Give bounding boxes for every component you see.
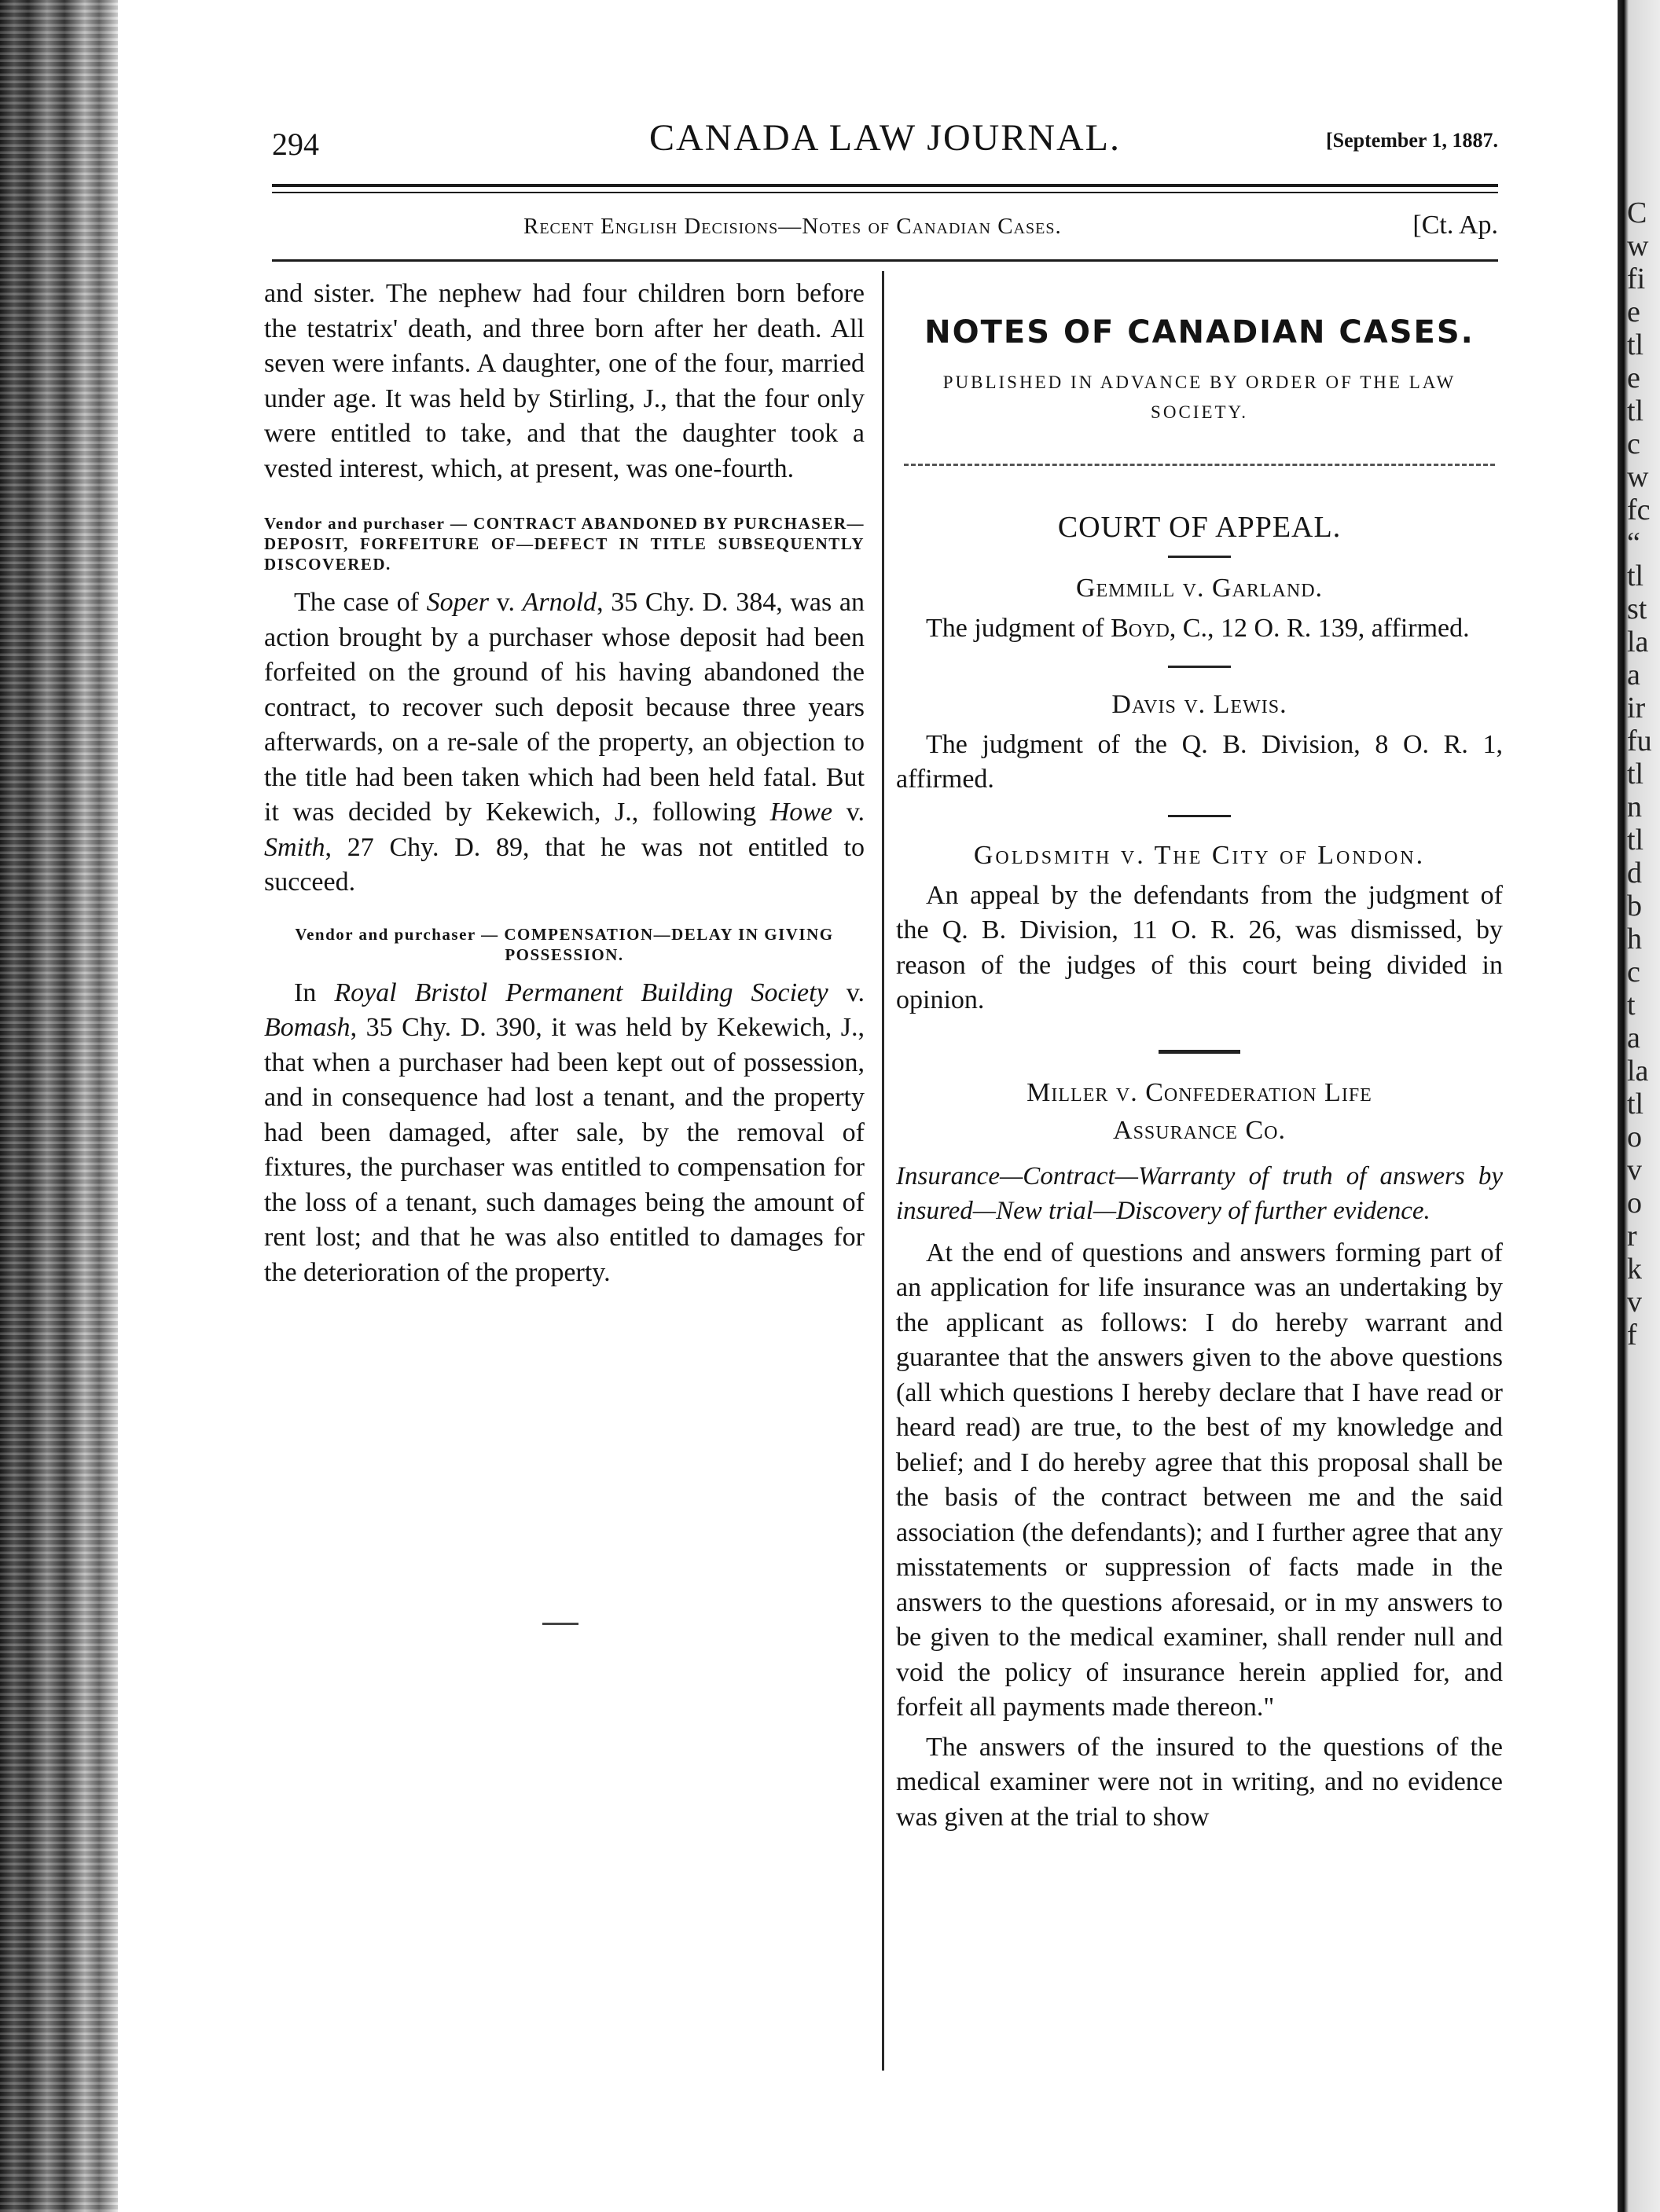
text-run: , 35 Chy. D. 390, it was held by Kekewich, J., that when a purchaser had been kept out of possession, and in consequence had lost a tenant, and the property had been damaged, after sale, by the removal of fixtures, the purchaser was entitled to compensation for the loss of a tenant, such damages being the amount of rent lost; and that he was also entitled to damages for the deterioration of the property. [264, 1013, 865, 1287]
facing-page-letter: ir [1627, 691, 1646, 724]
court-title: COURT OF APPEAL. [1057, 511, 1342, 544]
dashed-rule [904, 464, 1495, 466]
facing-page-letter: “ [1627, 526, 1640, 559]
facing-page-letter: fc [1627, 493, 1651, 526]
facing-page-letter: tl [1627, 559, 1644, 592]
facing-page-letter: v [1627, 1286, 1642, 1319]
header-rule [272, 184, 1498, 187]
heading-rest: — COMPENSATION—DELAY IN GIVING POSSESSION. [476, 924, 834, 964]
text-run: v. [828, 978, 865, 1007]
case-text-gemmill [896, 611, 1503, 647]
case-text-goldsmith: An appeal by the defendants from the judgment of the Q. B. Division, 11 O. R. 26, was dismissed, by reason of the judges of this court being divided in opinion. [896, 880, 1503, 1014]
heading-lead: Vendor and purchaser [295, 924, 476, 944]
facing-page-letter: n [1627, 791, 1642, 824]
heading-rest: — CONTRACT ABANDONED BY PURCHASER—DEPOSIT, FORFEITURE OF—DEFECT IN TITLE SUBSEQUENTLY DISCOVERED. [264, 514, 865, 574]
short-rule-thick [1159, 1050, 1240, 1054]
text-run: In [294, 978, 335, 1007]
case-name: Howe [769, 798, 833, 827]
case-name: Arnold [522, 588, 597, 617]
stray-mark [542, 1623, 578, 1625]
case-title-davis-v-lewis: Davis v. Lewis. [1111, 689, 1287, 719]
text-run: The judgment of [926, 614, 1111, 643]
facing-page-letter: tl [1627, 1088, 1644, 1121]
paragraph-soper-v-arnold [264, 585, 865, 901]
journal-title: CANADA LAW JOURNAL. [649, 117, 1121, 159]
headnote-miller: Insurance—Contract—Warranty of truth of answers by insured—New trial—Discovery of further evidence. [896, 1161, 1503, 1225]
case-name: Royal Bristol Permanent Building Society [334, 978, 828, 1007]
facing-page-letter: C [1627, 196, 1647, 229]
facing-page-letter: c [1627, 956, 1640, 989]
text-run: , 12 O. R. 139, affirmed. [1206, 614, 1470, 643]
section-heading-vendor-purchaser-2 [264, 924, 865, 965]
case-name: Bomash [264, 1013, 351, 1042]
running-head-rule [272, 259, 1498, 262]
case-text-davis: The judgment of the Q. B. Division, 8 O. R. 1, affirmed. [896, 729, 1503, 794]
case-title-gemmill-v-garland: Gemmill v. Garland. [1075, 574, 1324, 603]
facing-page-letter: st [1627, 592, 1647, 625]
right-column [896, 283, 1503, 1835]
case-name: Soper [426, 588, 489, 617]
book-binding-edge [0, 0, 118, 2212]
section-title-notes-canadian-cases: NOTES OF CANADIAN CASES. [924, 314, 1475, 350]
facing-page-letter: w [1627, 229, 1649, 262]
running-head [272, 207, 1498, 247]
facing-page-letter: k [1627, 1253, 1642, 1286]
running-head-court: [Ct. Ap. [1412, 211, 1498, 240]
facing-page-letter: d [1627, 857, 1642, 890]
published-note: PUBLISHED IN ADVANCE BY ORDER OF THE LAW SOCIETY. [942, 372, 1456, 422]
facing-page-letter: la [1627, 1055, 1649, 1088]
facing-page-letter: tl [1627, 758, 1644, 791]
facing-page-letter: fi [1627, 262, 1646, 295]
section-heading-vendor-purchaser-1 [264, 513, 865, 574]
paragraph-continued: and sister. The nephew had four children born before the testatrix' death, and three born after her death. All seven were infants. A daughter, one of the four, married under age. It was held by Stirling, J., that the four only were entitled to take, and that the daughter took a vested interest, which, at present, was one-fourth. [264, 279, 865, 483]
case-title-miller [896, 1074, 1503, 1150]
text-run: , 27 Chy. D. 89, that he was not entitled to succeed. [264, 832, 865, 897]
facing-page-letter: r [1627, 1220, 1637, 1253]
facing-page-letter: t [1627, 989, 1636, 1022]
facing-page-letter: tl [1627, 824, 1644, 857]
issue-date: [September 1, 1887. [1325, 129, 1498, 152]
text-run: , 35 Chy. D. 384, was an action brought by a purchaser whose deposit had been forfeited on the ground of his having abandoned the contract, to recover such deposit because three years afterwards, on a re-sale of the property, an objection to the title had been taken which had been held fatal. But it was decided by Kekewich, J., following [264, 588, 865, 827]
facing-page-letter: tl [1627, 394, 1644, 427]
facing-page-letter: f [1627, 1319, 1637, 1352]
facing-page-letter: c [1627, 427, 1640, 460]
page-number: 294 [272, 127, 319, 162]
case-title-line: Miller v. Confederation Life [1026, 1077, 1372, 1107]
facing-page-letter: o [1627, 1121, 1642, 1154]
case-title-goldsmith: Goldsmith v. The City of London. [973, 840, 1426, 870]
header-rule-thin [272, 192, 1498, 193]
facing-page-letter: a [1627, 658, 1640, 691]
short-rule [1168, 815, 1231, 817]
short-rule [1168, 666, 1231, 668]
facing-page-letters [1627, 196, 1658, 1352]
facing-page-letter: fu [1627, 724, 1652, 758]
facing-page-letter: a [1627, 1022, 1640, 1055]
heading-lead: Vendor and purchaser [264, 514, 446, 533]
column-divider [882, 271, 884, 2071]
facing-page-letter: h [1627, 923, 1642, 956]
text-run: v. [832, 798, 865, 827]
judge-name: Boyd, C. [1111, 614, 1207, 643]
facing-page-letter: e [1627, 361, 1640, 394]
facing-page-letter: la [1627, 625, 1649, 658]
case-name: Smith [264, 832, 325, 862]
facing-page-letter: e [1627, 295, 1640, 328]
facing-page-letter: v [1627, 1154, 1642, 1187]
facing-page-letter: tl [1627, 328, 1644, 361]
facing-page-letter: o [1627, 1187, 1642, 1220]
short-rule [1168, 556, 1231, 558]
case-text-miller-1: At the end of questions and answers forming part of an application for life insurance was an undertaking by the applicant as follows: I do hereby warrant and guarantee that the answers given to the above questions (all which questions I hereby declare that I have read or heard read) are true, to the best of my knowledge and belief; and I do hereby agree that this proposal shall be the basis of the contract between me and the said association (the defendants); and I further agree that any misstatements or suppression of facts made in the answers to the questions aforesaid, or in my answers to be given to the medical examiner, shall render null and void the policy of insurance herein applied for, and forfeit all payments made thereon." [896, 1238, 1503, 1722]
page-header [272, 116, 1498, 163]
text-run: The case of [294, 588, 427, 617]
facing-page-letter: b [1627, 890, 1642, 923]
case-title-line: Assurance Co. [1113, 1115, 1286, 1145]
running-head-title: Recent English Decisions—Notes of Canadian Cases. [523, 214, 1062, 239]
paragraph-royal-bristol [264, 976, 865, 1291]
left-column [264, 277, 865, 1290]
facing-page-letter: w [1627, 460, 1649, 493]
case-text-miller-2: The answers of the insured to the questions of the medical examiner were not in writing, and no evidence was given at the trial to show [896, 1732, 1503, 1832]
text-run: v. [489, 588, 523, 617]
